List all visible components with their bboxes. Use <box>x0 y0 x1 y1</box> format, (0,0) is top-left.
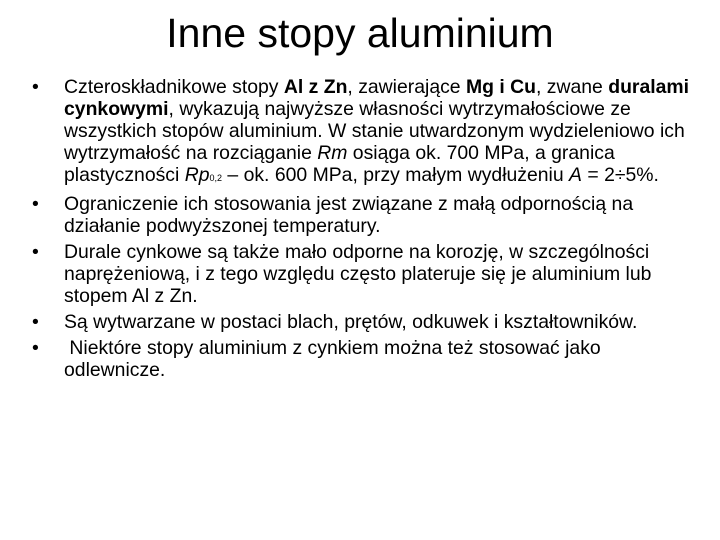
bullet-icon: • <box>32 311 39 333</box>
subscript-text: 0,2 <box>209 173 223 183</box>
slide-title: Inne stopy aluminium <box>166 10 554 56</box>
text-span: , zwane <box>536 76 609 98</box>
bold-text: duralami cynkowymi <box>64 76 690 120</box>
italic-symbol: Rm <box>317 142 348 164</box>
text-span: osiąga ok. 700 MPa, a granica plastyczności <box>64 142 615 186</box>
bullet-item-4 <box>26 311 696 333</box>
text-span: = 2÷5%. <box>581 164 659 186</box>
bullet-list <box>26 76 696 385</box>
bullet-item-3 <box>26 241 696 307</box>
bullet-5-text: Niektóre stopy aluminium z cynkiem można też stosować jako odlewnicze. <box>64 337 607 381</box>
bullet-icon: • <box>32 241 39 263</box>
bold-text: Al z Zn <box>283 76 348 98</box>
bullet-2-text: Ograniczenie ich stosowania jest związane z małą odpornością na działanie podwyższonej temperatury. <box>64 193 634 237</box>
text-span: , zawierające <box>347 76 466 98</box>
text-span: – ok. 600 MPa, przy małym wydłużeniu <box>222 164 570 186</box>
italic-symbol: Rp <box>184 164 210 186</box>
bullet-icon: • <box>32 193 39 215</box>
bold-text: Mg i Cu <box>465 76 536 98</box>
bullet-1-text <box>64 76 689 186</box>
bullet-item-5 <box>26 337 696 381</box>
text-span: , wykazują najwyższe własności wytrzymałościowe ze wszystkich stopów aluminium. W stanie utwardzonym wydzieleniowo ich wytrzymałość na rozciąganie <box>64 98 685 164</box>
bullet-icon: • <box>32 337 39 359</box>
bullet-icon: • <box>32 76 39 98</box>
bullet-4-text: Są wytwarzane w postaci blach, prętów, odkuwek i kształtowników. <box>64 311 638 333</box>
bullet-3-text: Durale cynkowe są także mało odporne na korozję, w szczególności naprężeniową, i z tego względu często plateruje się je aluminium lub stopem Al z Zn. <box>64 241 652 307</box>
text-span: Czteroskładnikowe stopy <box>64 76 284 98</box>
italic-symbol: A <box>569 164 582 186</box>
bullet-item-2 <box>26 193 696 237</box>
bullet-item-1 <box>26 76 696 189</box>
